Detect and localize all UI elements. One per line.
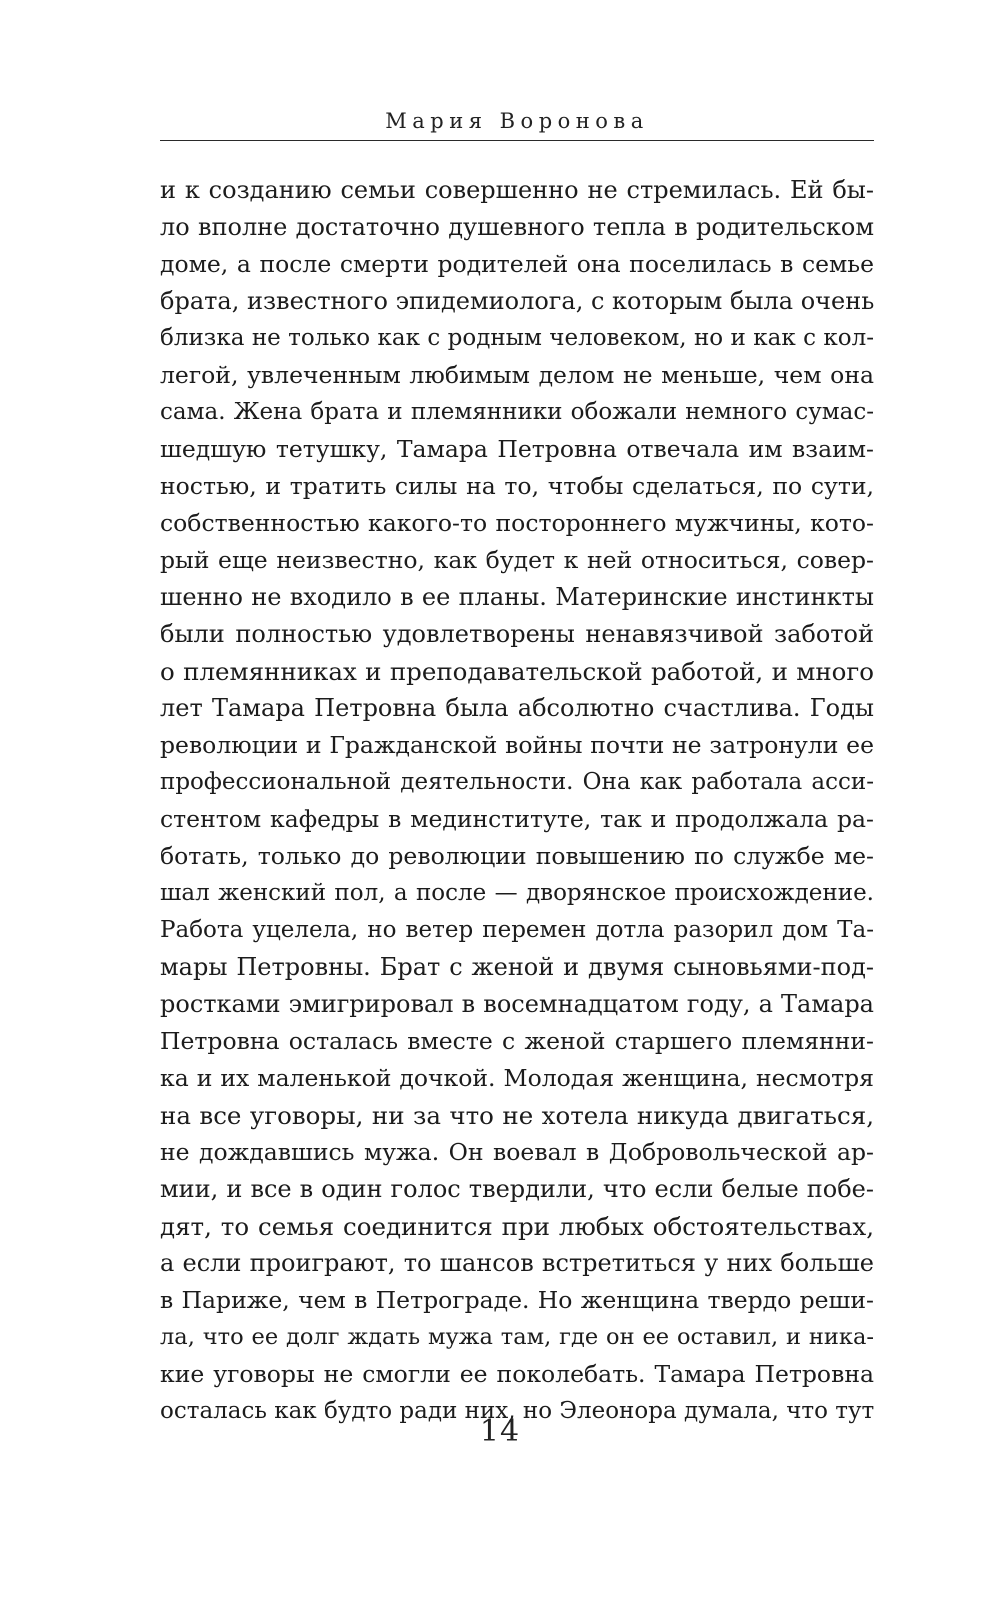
text-line: шенно не входило в ее планы. Материнские инстинкты: [160, 583, 874, 611]
text-line: и к созданию семьи совершенно не стремилась. Ей бы-: [160, 176, 874, 204]
text-line: рый еще неизвестно, как будет к ней относиться, совер-: [160, 546, 874, 574]
text-line: ка и их маленькой дочкой. Молодая женщина, несмотря: [160, 1064, 874, 1092]
text-line: доме, а после смерти родителей она поселилась в семье: [160, 250, 874, 278]
running-head-author: Мария Воронова: [385, 109, 649, 133]
text-line: о племянниках и преподавательской работой, и много: [160, 657, 874, 686]
text-line: мии, и все в один голос твердили, что если белые побе-: [160, 1175, 874, 1203]
text-line: профессиональной деятельности. Она как работала асси-: [160, 769, 874, 795]
text-line: были полностью удовлетворены ненавязчивой заботой: [160, 620, 874, 648]
text-line: Работа уцелела, но ветер перемен дотла разорил дом Та-: [160, 917, 874, 943]
text-line: ло вполне достаточно душевного тепла в родительском: [160, 213, 874, 241]
text-line: мары Петровны. Брат с женой и двумя сыновьями-под-: [160, 953, 874, 981]
text-line: в Париже, чем в Петрограде. Но женщина твердо реши-: [160, 1286, 874, 1314]
text-line: а если проиграют, то шансов встретиться у них больше: [160, 1249, 874, 1277]
text-line: близка не только как с родным человеком, но и как с кол-: [160, 325, 874, 351]
text-line: кие уговоры не смогли ее поколебать. Тамара Петровна: [160, 1360, 874, 1388]
body-text: [160, 172, 874, 1430]
text-line: сама. Жена брата и племянники обожали немного сумас-: [160, 399, 874, 425]
text-line: осталась как будто ради них, но Элеонора думала, что тут: [160, 1398, 875, 1424]
text-line: шедшую тетушку, Тамара Петровна отвечала им взаим-: [160, 435, 874, 463]
text-line: Петровна осталась вместе с женой старшего племянни-: [160, 1027, 874, 1055]
text-line: ботать, только до революции повышению по службе ме-: [160, 842, 874, 870]
text-line: стентом кафедры в мединституте, так и продолжала ра-: [160, 805, 874, 833]
text-line: брата, известного эпидемиолога, с которым была очень: [160, 287, 875, 315]
page-number: 14: [479, 1414, 521, 1449]
text-line: ростками эмигрировал в восемнадцатом году, а Тамара: [160, 990, 874, 1018]
text-line: ла, что ее долг ждать мужа там, где он ее оставил, и ника-: [160, 1324, 874, 1350]
text-line: на все уговоры, ни за что не хотела никуда двигаться,: [160, 1101, 874, 1130]
text-line: не дождавшись мужа. Он воевал в Добровольческой ар-: [160, 1138, 874, 1166]
text-line: легой, увлеченным любимым делом не меньше, чем она: [160, 361, 874, 389]
text-line: революции и Гражданской войны почти не затронули ее: [160, 731, 874, 759]
text-line: дят, то семья соединится при любых обстоятельствах,: [160, 1212, 874, 1241]
text-line: лет Тамара Петровна была абсолютно счастлива. Годы: [160, 694, 874, 722]
text-line: собственностью какого-то постороннего мужчины, кото-: [160, 509, 874, 537]
header-rule: [160, 140, 874, 141]
text-line: ностью, и тратить силы на то, чтобы сделаться, по сути,: [160, 472, 874, 500]
text-line: шал женский пол, а после — дворянское происхождение.: [160, 880, 874, 906]
